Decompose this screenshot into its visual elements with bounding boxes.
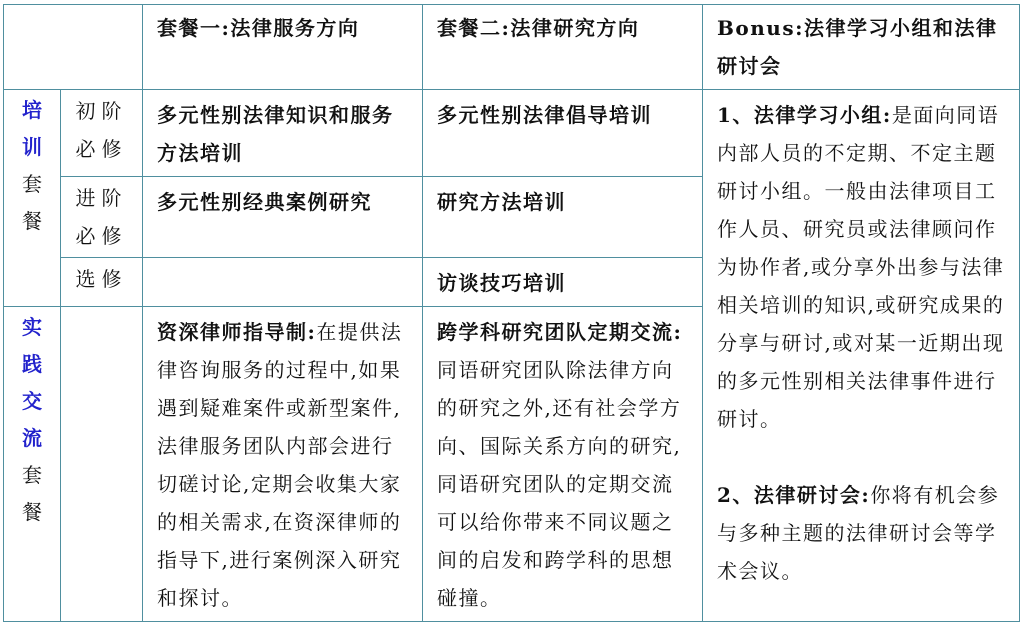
category-training: 培 训 套 餐 — [4, 90, 61, 307]
bonus-item1-text: 是面向同语内部人员的不定期、不定主题研讨小组。一般由法律项目工作人员、研究员或法律顾问作为协作者,或分享外出参与法律相关培训的知识,或研究成果的分享与研讨,或对某一近期出现的多元性别相关法律事件进行研讨。 — [717, 103, 1005, 431]
research-advanced-cell: 研究方法培训 — [423, 177, 703, 258]
service-elective-cell — [143, 258, 423, 307]
service-practice-title: 资深律师指导制: — [157, 320, 317, 344]
bonus-cell — [703, 90, 1020, 622]
level-basic: 初阶 必修 — [61, 90, 143, 177]
service-basic-cell: 多元性别法律知识和服务方法培训 — [143, 90, 423, 177]
program-table — [3, 4, 1020, 622]
service-practice-text: 在提供法律咨询服务的过程中,如果遇到疑难案件或新型案件,法律服务团队内部会进行切磋讨论,定期会收集大家的相关需求,在资深律师的指导下,进行案例深入研究和探讨。 — [157, 320, 403, 610]
header-row — [4, 5, 1020, 90]
research-practice-cell — [423, 307, 703, 622]
header-service: 套餐一:法律服务方向 — [143, 5, 423, 90]
research-basic-cell: 多元性别法律倡导培训 — [423, 90, 703, 177]
bonus-item2-title: 2、法律研讨会: — [717, 483, 871, 507]
header-corner — [4, 5, 143, 90]
research-elective-cell: 访谈技巧培训 — [423, 258, 703, 307]
level-advanced: 进阶 必修 — [61, 177, 143, 258]
table-row-basic — [4, 90, 1020, 177]
level-practice-empty — [61, 307, 143, 622]
category-practice: 实 践 交 流 套 餐 — [4, 307, 61, 622]
service-practice-cell — [143, 307, 423, 622]
research-practice-title: 跨学科研究团队定期交流: — [437, 320, 683, 344]
service-advanced-cell: 多元性别经典案例研究 — [143, 177, 423, 258]
research-practice-text: 同语研究团队除法律方向的研究之外,还有社会学方向、国际关系方向的研究,同语研究团队的定期交流可以给你带来不同议题之间的启发和跨学科的思想碰撞。 — [437, 358, 682, 610]
bonus-item1-title: 1、法律学习小组: — [717, 103, 892, 127]
header-bonus: Bonus:法律学习小组和法律研讨会 — [703, 5, 1020, 90]
bonus-item2-text: 你将有机会参与多种主题的法律研讨会等学术会议。 — [717, 483, 1000, 583]
level-elective: 选修 — [61, 258, 143, 307]
header-research: 套餐二:法律研究方向 — [423, 5, 703, 90]
